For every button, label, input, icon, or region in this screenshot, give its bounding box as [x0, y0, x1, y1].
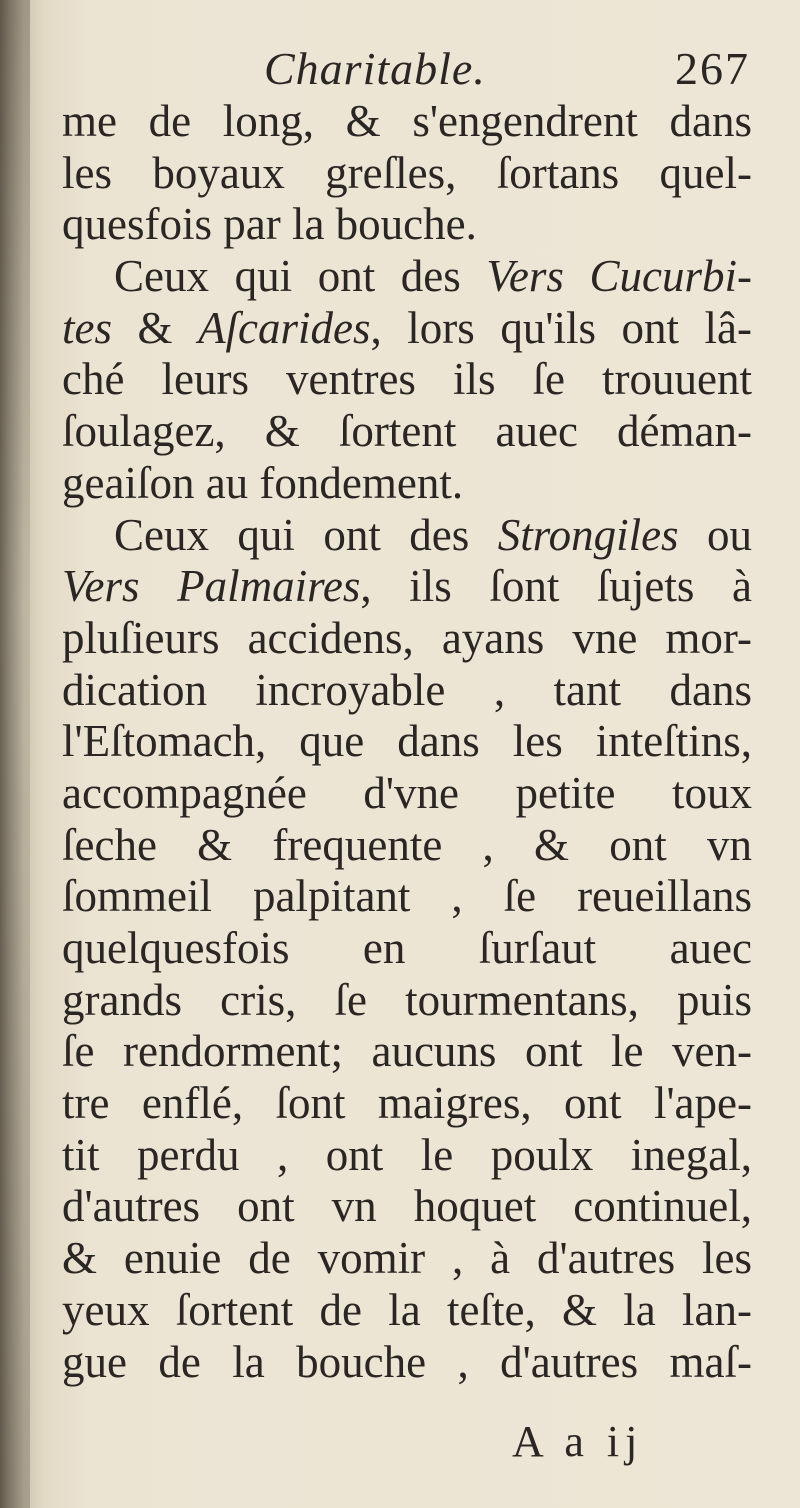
text-line: [62, 1181, 752, 1233]
text-segment: accompagnée d'vne petite toux: [62, 767, 752, 818]
text-line: [62, 923, 752, 975]
text-segment: ou: [678, 509, 752, 560]
text-line: [62, 1285, 752, 1337]
text-segment: Ceux qui ont des: [114, 509, 498, 560]
text-segment: me de long, & s'engendrent dans: [62, 96, 752, 146]
text-line: [62, 871, 752, 923]
italic-term: Vers Palmaires: [62, 561, 361, 612]
text-segment: ché leurs ventres ils ſe trouuent: [62, 354, 752, 405]
text-line: [62, 354, 752, 406]
text-segment: les boyaux greſles, ſortans quel-: [62, 147, 752, 198]
page-header: [60, 42, 750, 98]
text-segment: ſoulagez, & ſortent auec déman-: [62, 406, 752, 457]
text-line: [62, 406, 752, 458]
text-line: [62, 975, 752, 1027]
text-line: [62, 1233, 752, 1285]
text-line: [62, 820, 752, 872]
text-line: [62, 96, 752, 148]
italic-term: Aſcarides: [198, 302, 371, 353]
text-line: [62, 665, 752, 717]
signature-mark: A a ij: [512, 1417, 644, 1466]
text-segment: ſeche & frequente , & ont vn: [62, 819, 752, 870]
text-segment: l'Eſtomach, que dans les inteſtins,: [62, 716, 752, 767]
text-segment: geaiſon au fondement.: [62, 457, 464, 508]
text-line: [62, 716, 752, 768]
text-segment: , lors qu'ils ont lâ-: [370, 302, 752, 353]
text-line: [62, 1026, 752, 1078]
italic-term: Vers Cucurbi-: [486, 251, 752, 302]
text-segment: Ceux qui ont des: [114, 251, 487, 302]
text-segment: pluſieurs accidens, ayans vne mor-: [62, 612, 752, 663]
text-segment: tre enflé, ſont maigres, ont l'ape-: [62, 1078, 752, 1129]
text-segment: d'autres ont vn hoquet continuel,: [62, 1181, 752, 1232]
text-line: [62, 1337, 752, 1389]
text-line: [62, 148, 752, 200]
text-segment: grands cris, ſe tourmentans, puis: [62, 974, 752, 1025]
text-line: [62, 251, 752, 303]
text-line: [62, 303, 752, 355]
text-segment: ſommeil palpitant , ſe reueillans: [62, 871, 752, 922]
text-segment: quelquesfois en ſurſaut auec: [62, 923, 752, 973]
italic-term: tes: [62, 302, 112, 353]
text-segment: gue de la bouche , d'autres maſ-: [62, 1336, 752, 1387]
page-number: 267: [675, 43, 750, 94]
text-line: [62, 458, 752, 510]
text-segment: , ils ſont ſujets à: [360, 561, 752, 612]
text-segment: & enuie de vomir , à d'autres les: [62, 1233, 752, 1284]
binding-gutter: [0, 0, 30, 1508]
text-segment: dication incroyable , tant dans: [62, 664, 752, 715]
text-segment: tit perdu , ont le poulx inegal,: [62, 1129, 752, 1180]
text-line: [62, 613, 752, 665]
text-line: [62, 768, 752, 820]
text-line: [62, 1078, 752, 1130]
text-segment: ſe rendorment; aucuns ont le ven-: [62, 1026, 752, 1077]
text-segment: &: [112, 302, 199, 353]
text-segment: yeux ſortent de la teſte, & la lan-: [62, 1284, 752, 1335]
text-segment: quesfois par la bouche.: [62, 199, 477, 250]
text-line: [62, 1130, 752, 1182]
text-line: [62, 199, 752, 251]
text-line: [62, 510, 752, 562]
running-title: Charitable.: [264, 43, 486, 94]
italic-term: Strongiles: [497, 509, 679, 560]
text-line: [62, 561, 752, 613]
body-text: [62, 96, 752, 1388]
